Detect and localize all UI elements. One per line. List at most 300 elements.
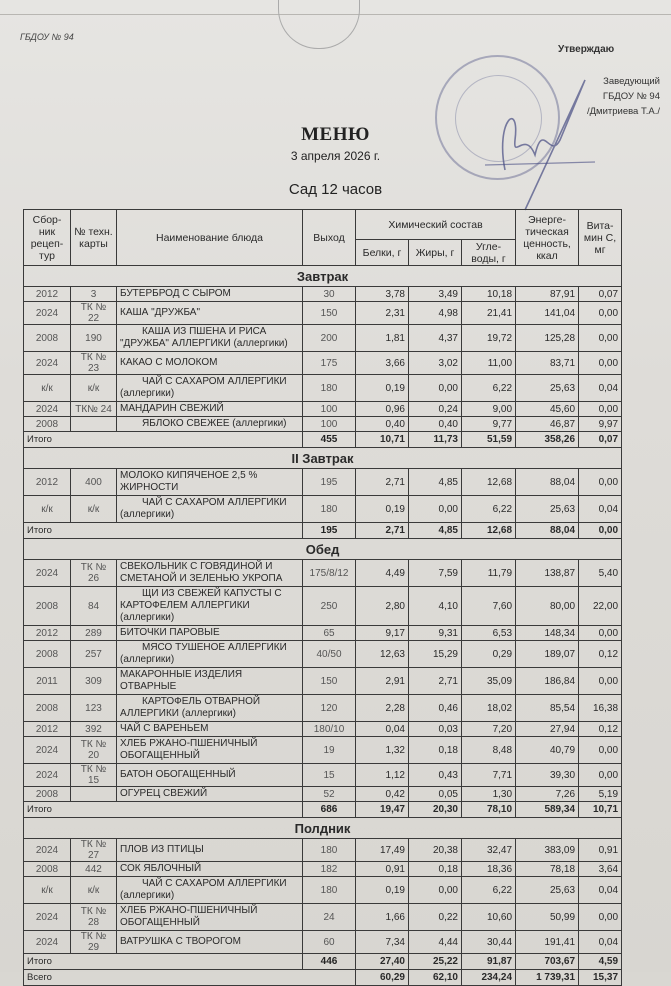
protein-cell: 17,49 [356,839,409,862]
carbs-cell: 6,53 [462,626,516,641]
subtotal-c: 12,68 [462,523,516,539]
menu-table [23,209,622,986]
tech-card-cell: к/к [71,877,117,904]
tech-card-cell: 392 [71,722,117,737]
energy-cell: 7,26 [516,787,579,802]
approval-position: Заведующий [603,76,660,87]
header-collection: Сбор-ник рецеп-тур [24,210,71,266]
yield-cell: 150 [303,302,356,325]
protein-cell: 0,19 [356,496,409,523]
energy-cell: 27,94 [516,722,579,737]
carbs-cell: 18,36 [462,862,516,877]
carbs-cell: 1,30 [462,787,516,802]
tech-card-cell: 442 [71,862,117,877]
carbs-cell: 11,79 [462,560,516,587]
table-row [24,626,622,641]
protein-cell: 2,71 [356,469,409,496]
section-row [24,266,622,287]
collection-cell: 2008 [24,695,71,722]
protein-cell: 7,34 [356,931,409,954]
tech-card-cell: 400 [71,469,117,496]
fat-cell: 0,00 [409,375,462,402]
protein-cell: 3,78 [356,287,409,302]
subtotal-v: 0,00 [579,523,622,539]
collection-cell: к/к [24,496,71,523]
subtotal-label: Итого [24,432,303,448]
dish-name-cell: ЧАЙ С САХАРОМ АЛЛЕРГИКИ (аллергики) [117,496,303,523]
vitamin-c-cell: 0,00 [579,668,622,695]
vitamin-c-cell: 0,00 [579,302,622,325]
protein-cell: 2,80 [356,587,409,626]
carbs-cell: 10,60 [462,904,516,931]
energy-cell: 125,28 [516,325,579,352]
header-energy: Энерге-тическая ценность, ккал [516,210,579,266]
table-row [24,469,622,496]
fat-cell: 9,31 [409,626,462,641]
energy-cell: 186,84 [516,668,579,695]
subtotal-row [24,954,622,970]
tech-card-cell: ТК№ 24 [71,402,117,417]
vitamin-c-cell: 0,00 [579,325,622,352]
subtotal-p: 10,71 [356,432,409,448]
fat-cell: 0,03 [409,722,462,737]
approval-signatory: /Дмитриева Т.А./ [586,106,660,117]
collection-cell: 2008 [24,587,71,626]
section-row [24,448,622,469]
collection-cell: 2024 [24,302,71,325]
grand-total-c: 234,24 [462,970,516,986]
carbs-cell: 30,44 [462,931,516,954]
subtotal-e: 589,34 [516,802,579,818]
yield-cell: 180 [303,496,356,523]
subtotal-label: Итого [24,802,303,818]
tech-card-cell: ТК № 26 [71,560,117,587]
table-row [24,668,622,695]
protein-cell: 0,04 [356,722,409,737]
vitamin-c-cell: 0,00 [579,402,622,417]
fat-cell: 7,59 [409,560,462,587]
table-row [24,877,622,904]
tech-card-cell: 289 [71,626,117,641]
dish-name-cell: БАТОН ОБОГАЩЕННЫЙ [117,764,303,787]
page-title: МЕНЮ [301,124,370,145]
vitamin-c-cell: 0,00 [579,904,622,931]
vitamin-c-cell: 0,04 [579,496,622,523]
subtotal-v: 4,59 [579,954,622,970]
protein-cell: 0,19 [356,375,409,402]
energy-cell: 40,79 [516,737,579,764]
yield-cell: 182 [303,862,356,877]
subtotal-c: 51,59 [462,432,516,448]
collection-cell: 2024 [24,737,71,764]
carbs-cell: 11,00 [462,352,516,375]
dish-name-cell: ПЛОВ ИЗ ПТИЦЫ [117,839,303,862]
yield-cell: 120 [303,695,356,722]
section-title: II Завтрак [24,448,622,469]
table-row [24,737,622,764]
yield-cell: 175/8/12 [303,560,356,587]
subtotal-e: 358,26 [516,432,579,448]
fat-cell: 3,49 [409,287,462,302]
protein-cell: 4,49 [356,560,409,587]
carbs-cell: 6,22 [462,375,516,402]
collection-cell: 2024 [24,352,71,375]
tech-card-cell [71,787,117,802]
tech-card-cell: 257 [71,641,117,668]
dish-name-cell: БУТЕРБРОД С СЫРОМ [117,287,303,302]
approval-label: Утверждаю [558,44,615,55]
subtotal-f: 11,73 [409,432,462,448]
grand-total-label: Всего [24,970,356,986]
vitamin-c-cell: 16,38 [579,695,622,722]
protein-cell: 3,66 [356,352,409,375]
dish-name-cell: МАНДАРИН СВЕЖИЙ [117,402,303,417]
vitamin-c-cell: 0,04 [579,931,622,954]
subtotal-v: 0,07 [579,432,622,448]
carbs-cell: 12,68 [462,469,516,496]
energy-cell: 25,63 [516,877,579,904]
tech-card-cell: 190 [71,325,117,352]
table-row [24,402,622,417]
table-row [24,722,622,737]
protein-cell: 0,19 [356,877,409,904]
subtotal-row [24,432,622,448]
protein-cell: 1,81 [356,325,409,352]
energy-cell: 191,41 [516,931,579,954]
subtotal-yield: 686 [303,802,356,818]
protein-cell: 1,66 [356,904,409,931]
energy-cell: 45,60 [516,402,579,417]
dish-name-cell: КАКАО С МОЛОКОМ [117,352,303,375]
carbs-cell: 8,48 [462,737,516,764]
dish-name-cell: ЧАЙ С ВАРЕНЬЕМ [117,722,303,737]
org-name: ГБДОУ № 94 [20,32,74,42]
grand-total-v: 15,37 [579,970,622,986]
dish-name-cell: КАША "ДРУЖБА" [117,302,303,325]
collection-cell: 2024 [24,402,71,417]
carbs-cell: 7,71 [462,764,516,787]
table-header [24,210,622,266]
yield-cell: 250 [303,587,356,626]
energy-cell: 383,09 [516,839,579,862]
subtotal-row [24,802,622,818]
header-vitamin-c: Вита-мин С, мг [579,210,622,266]
fat-cell: 0,00 [409,496,462,523]
carbs-cell: 35,09 [462,668,516,695]
section-title: Завтрак [24,266,622,287]
yield-cell: 30 [303,287,356,302]
vitamin-c-cell: 0,00 [579,469,622,496]
dish-name-cell: ЯБЛОКО СВЕЖЕЕ (аллергики) [117,417,303,432]
protein-cell: 2,91 [356,668,409,695]
yield-cell: 100 [303,417,356,432]
dish-name-cell: МОЛОКО КИПЯЧЕНОЕ 2,5 % ЖИРНОСТИ [117,469,303,496]
protein-cell: 0,91 [356,862,409,877]
subtotal-f: 4,85 [409,523,462,539]
carbs-cell: 7,20 [462,722,516,737]
subtotal-row [24,523,622,539]
carbs-cell: 9,77 [462,417,516,432]
yield-cell: 15 [303,764,356,787]
fat-cell: 0,18 [409,737,462,764]
collection-cell: 2011 [24,668,71,695]
energy-cell: 148,34 [516,626,579,641]
energy-cell: 83,71 [516,352,579,375]
collection-cell: к/к [24,877,71,904]
dish-name-cell: КАША ИЗ ПШЕНА И РИСА "ДРУЖБА" АЛЛЕРГИКИ (аллергики) [117,325,303,352]
yield-cell: 19 [303,737,356,764]
table-row [24,931,622,954]
subtotal-yield: 195 [303,523,356,539]
subtotal-yield: 446 [303,954,356,970]
header-fat: Жиры, г [409,240,462,266]
tech-card-cell: 3 [71,287,117,302]
energy-cell: 78,18 [516,862,579,877]
fat-cell: 0,05 [409,787,462,802]
tech-card-cell: к/к [71,496,117,523]
collection-cell: 2012 [24,722,71,737]
dish-name-cell: ОГУРЕЦ СВЕЖИЙ [117,787,303,802]
table-row [24,587,622,626]
energy-cell: 25,63 [516,496,579,523]
header-protein: Белки, г [356,240,409,266]
section-row [24,539,622,560]
approval-block [560,74,660,119]
dish-name-cell: МЯСО ТУШЕНОЕ АЛЛЕРГИКИ (аллергики) [117,641,303,668]
protein-cell: 12,63 [356,641,409,668]
fat-cell: 0,46 [409,695,462,722]
table-row [24,496,622,523]
collection-cell: 2012 [24,287,71,302]
collection-cell: 2008 [24,862,71,877]
subtotal-yield: 455 [303,432,356,448]
fat-cell: 3,02 [409,352,462,375]
dish-name-cell: ХЛЕБ РЖАНО-ПШЕНИЧНЫЙ ОБОГАЩЕННЫЙ [117,904,303,931]
table-row [24,325,622,352]
tech-card-cell: 123 [71,695,117,722]
vitamin-c-cell: 0,00 [579,626,622,641]
vitamin-c-cell: 0,00 [579,764,622,787]
subtotal-f: 25,22 [409,954,462,970]
grand-total-p: 60,29 [356,970,409,986]
yield-cell: 150 [303,668,356,695]
collection-cell: 2008 [24,325,71,352]
table-row [24,862,622,877]
protein-cell: 2,31 [356,302,409,325]
vitamin-c-cell: 5,19 [579,787,622,802]
dish-name-cell: МАКАРОННЫЕ ИЗДЕЛИЯ ОТВАРНЫЕ [117,668,303,695]
dish-name-cell: ЧАЙ С САХАРОМ АЛЛЕРГИКИ (аллергики) [117,375,303,402]
tech-card-cell: ТК № 29 [71,931,117,954]
dish-name-cell: ХЛЕБ РЖАНО-ПШЕНИЧНЫЙ ОБОГАЩЕННЫЙ [117,737,303,764]
header-carbs: Угле-воды, г [462,240,516,266]
approval-org: ГБДОУ № 94 [602,91,660,102]
protein-cell: 2,28 [356,695,409,722]
section-title: Обед [24,539,622,560]
energy-cell: 80,00 [516,587,579,626]
subtotal-p: 19,47 [356,802,409,818]
collection-cell: 2024 [24,560,71,587]
carbs-cell: 6,22 [462,496,516,523]
menu-subtitle: Сад 12 часов [288,181,383,198]
fat-cell: 0,24 [409,402,462,417]
collection-cell: 2008 [24,787,71,802]
tech-card-cell: ТК № 23 [71,352,117,375]
subtotal-v: 10,71 [579,802,622,818]
vitamin-c-cell: 0,04 [579,877,622,904]
vitamin-c-cell: 0,12 [579,641,622,668]
table-row [24,641,622,668]
protein-cell: 0,42 [356,787,409,802]
energy-cell: 138,87 [516,560,579,587]
fat-cell: 20,38 [409,839,462,862]
energy-cell: 189,07 [516,641,579,668]
table-row [24,560,622,587]
table-row [24,695,622,722]
tech-card-cell: ТК № 15 [71,764,117,787]
header-yield: Выход [303,210,356,266]
subtotal-p: 27,40 [356,954,409,970]
protein-cell: 9,17 [356,626,409,641]
carbs-cell: 19,72 [462,325,516,352]
table-row [24,904,622,931]
fat-cell: 0,00 [409,877,462,904]
energy-cell: 87,91 [516,287,579,302]
tech-card-cell: ТК № 27 [71,839,117,862]
carbs-cell: 7,60 [462,587,516,626]
header-chem: Химический состав [356,210,516,240]
fat-cell: 15,29 [409,641,462,668]
energy-cell: 46,87 [516,417,579,432]
protein-cell: 1,12 [356,764,409,787]
tech-card-cell: 309 [71,668,117,695]
collection-cell: 2012 [24,626,71,641]
yield-cell: 65 [303,626,356,641]
yield-cell: 180 [303,839,356,862]
yield-cell: 40/50 [303,641,356,668]
subtotal-c: 91,87 [462,954,516,970]
protein-cell: 0,96 [356,402,409,417]
fat-cell: 0,40 [409,417,462,432]
header-dish-name: Наименование блюда [117,210,303,266]
fat-cell: 2,71 [409,668,462,695]
vitamin-c-cell: 5,40 [579,560,622,587]
carbs-cell: 0,29 [462,641,516,668]
collection-cell: 2024 [24,904,71,931]
grand-total-e: 1 739,31 [516,970,579,986]
tech-card-cell: ТК № 28 [71,904,117,931]
vitamin-c-cell: 0,91 [579,839,622,862]
table-row [24,787,622,802]
yield-cell: 195 [303,469,356,496]
dish-name-cell: СВЕКОЛЬНИК С ГОВЯДИНОЙ И СМЕТАНОЙ И ЗЕЛЕНЬЮ УКРОПА [117,560,303,587]
fat-cell: 4,10 [409,587,462,626]
protein-cell: 1,32 [356,737,409,764]
header-tech-card: № техн. карты [71,210,117,266]
dish-name-cell: КАРТОФЕЛЬ ОТВАРНОЙ АЛЛЕРГИКИ (аллергики) [117,695,303,722]
yield-cell: 200 [303,325,356,352]
sleeve-notch [278,0,360,49]
section-title: Полдник [24,818,622,839]
dish-name-cell: СОК ЯБЛОЧНЫЙ [117,862,303,877]
subtotal-e: 88,04 [516,523,579,539]
yield-cell: 175 [303,352,356,375]
vitamin-c-cell: 0,07 [579,287,622,302]
fat-cell: 4,44 [409,931,462,954]
carbs-cell: 32,47 [462,839,516,862]
table-row [24,764,622,787]
table-row [24,352,622,375]
vitamin-c-cell: 22,00 [579,587,622,626]
subtotal-p: 2,71 [356,523,409,539]
collection-cell: 2024 [24,839,71,862]
carbs-cell: 21,41 [462,302,516,325]
yield-cell: 100 [303,402,356,417]
collection-cell: 2024 [24,764,71,787]
dish-name-cell: ЧАЙ С САХАРОМ АЛЛЕРГИКИ (аллергики) [117,877,303,904]
energy-cell: 141,04 [516,302,579,325]
collection-cell: 2012 [24,469,71,496]
table-row [24,375,622,402]
energy-cell: 88,04 [516,469,579,496]
fat-cell: 0,43 [409,764,462,787]
yield-cell: 180/10 [303,722,356,737]
dish-name-cell: ЩИ ИЗ СВЕЖЕЙ КАПУСТЫ С КАРТОФЕЛЕМ АЛЛЕРГИКИ (аллергики) [117,587,303,626]
table-body [24,266,622,986]
fat-cell: 0,22 [409,904,462,931]
tech-card-cell: ТК № 22 [71,302,117,325]
fat-cell: 4,98 [409,302,462,325]
vitamin-c-cell: 9,97 [579,417,622,432]
fat-cell: 4,85 [409,469,462,496]
subtotal-label: Итого [24,523,303,539]
vitamin-c-cell: 3,64 [579,862,622,877]
energy-cell: 85,54 [516,695,579,722]
subtotal-e: 703,67 [516,954,579,970]
yield-cell: 180 [303,877,356,904]
carbs-cell: 10,18 [462,287,516,302]
tech-card-cell: к/к [71,375,117,402]
collection-cell: 2024 [24,931,71,954]
energy-cell: 50,99 [516,904,579,931]
table-row [24,302,622,325]
table-row [24,287,622,302]
table-row [24,417,622,432]
vitamin-c-cell: 0,00 [579,352,622,375]
section-row [24,818,622,839]
subtotal-c: 78,10 [462,802,516,818]
carbs-cell: 9,00 [462,402,516,417]
vitamin-c-cell: 0,00 [579,737,622,764]
menu-date: 3 апреля 2026 г. [290,149,381,163]
collection-cell: 2008 [24,417,71,432]
fat-cell: 0,18 [409,862,462,877]
yield-cell: 24 [303,904,356,931]
energy-cell: 25,63 [516,375,579,402]
vitamin-c-cell: 0,12 [579,722,622,737]
yield-cell: 52 [303,787,356,802]
dish-name-cell: БИТОЧКИ ПАРОВЫЕ [117,626,303,641]
collection-cell: к/к [24,375,71,402]
collection-cell: 2008 [24,641,71,668]
fat-cell: 4,37 [409,325,462,352]
table-row [24,839,622,862]
subtotal-label: Итого [24,954,303,970]
yield-cell: 180 [303,375,356,402]
tech-card-cell [71,417,117,432]
yield-cell: 60 [303,931,356,954]
protein-cell: 0,40 [356,417,409,432]
